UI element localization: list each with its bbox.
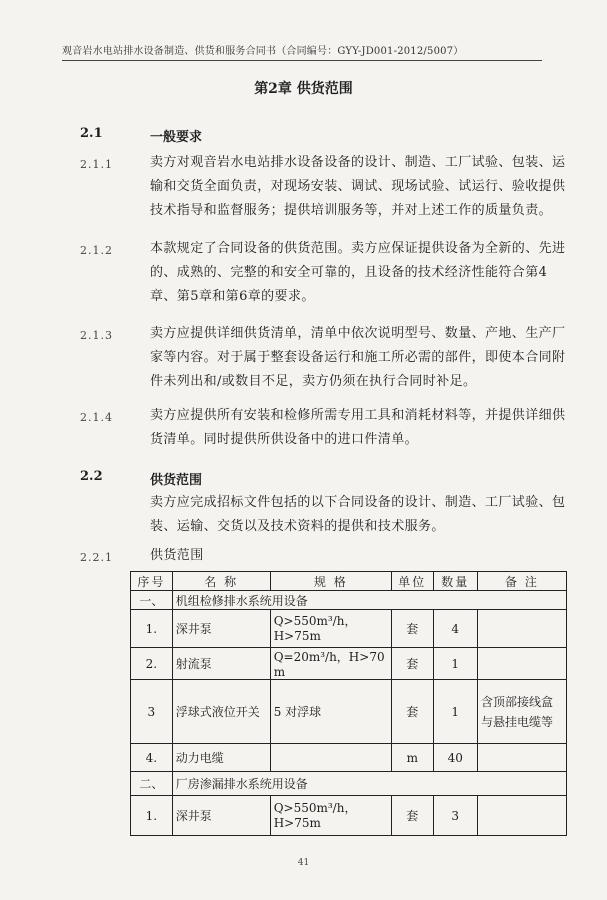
item-quantity: 1	[433, 648, 477, 680]
page-number: 41	[297, 858, 310, 868]
item-name: 动力电缆	[172, 744, 270, 772]
item-unit: 套	[391, 610, 433, 648]
row-number: 1.	[131, 796, 173, 836]
item-name: 深井泵	[172, 796, 270, 836]
clause-number: 2.1.1	[80, 158, 113, 171]
item-spec: 5 对浮球	[270, 680, 391, 744]
item-note	[477, 744, 566, 772]
item-spec: Q>550m³/h，H>75m	[270, 796, 391, 836]
clause-number: 2.1.2	[80, 244, 113, 257]
table-row	[131, 648, 567, 680]
item-unit: 套	[391, 680, 433, 744]
item-note	[477, 796, 566, 836]
item-quantity: 1	[433, 680, 477, 744]
table-row	[131, 796, 567, 836]
item-quantity: 40	[433, 744, 477, 772]
row-number: 4.	[131, 744, 173, 772]
item-name: 浮球式液位开关	[172, 680, 270, 744]
item-note	[477, 648, 566, 680]
row-number: 2.	[131, 648, 173, 680]
table-row	[131, 744, 567, 772]
row-number: 1.	[131, 610, 173, 648]
supply-scope-table	[130, 571, 567, 836]
group-number: 二、	[131, 772, 173, 796]
table-row	[131, 680, 567, 744]
item-name: 射流泵	[172, 648, 270, 680]
item-spec: Q=20m³/h，H>70 m	[270, 648, 391, 680]
document-header: 观音岩水电站排水设备制造、供货和服务合同书（合同编号：GYY-JD001-2012/5007）	[62, 42, 542, 61]
group-title: 机组检修排水系统用设备	[172, 591, 566, 610]
clause-text: 本款规定了合同设备的供货范围。卖方应保证提供设备为全新的、先进的、成熟的、完整的和安全可靠的，且设备的技术经济性能符合第4章、第5章和第6章的要求。	[150, 241, 566, 304]
clause-text: 卖方对观音岩水电站排水设备设备的设计、制造、工厂试验、包装、运输和交货全面负责，对现场安装、调试、现场试验、试运行、验收提供技术指导和监督服务；提供培训服务等，并对上述工作的质量负责。	[150, 155, 566, 218]
item-note: 含顶部接线盒与悬挂电缆等	[477, 680, 566, 744]
table-group-row	[131, 772, 567, 796]
chapter-title: 第2章 供货范围	[254, 81, 353, 97]
item-unit: 套	[391, 648, 433, 680]
column-header: 名 称	[172, 572, 270, 591]
subsection-number: 2.2.1	[80, 551, 113, 564]
item-note	[477, 610, 566, 648]
column-header: 备 注	[477, 572, 566, 591]
item-spec	[270, 744, 391, 772]
clause-number: 2.1.4	[80, 411, 113, 424]
table-header-row	[131, 572, 567, 591]
item-quantity: 3	[433, 796, 477, 836]
table-row	[131, 610, 567, 648]
subsection-title: 供货范围	[150, 548, 204, 563]
section-title: 一般要求	[150, 130, 203, 145]
item-name: 深井泵	[172, 610, 270, 648]
section-title: 供货范围	[150, 473, 203, 488]
clause-text: 卖方应提供详细供货清单，清单中依次说明型号、数量、产地、生产厂家等内容。对于属于整套设备运行和施工所必需的部件，即使本合同附件未列出和/或数目不足，卖方仍须在执行合同时补足。	[150, 326, 566, 389]
table-group-row	[131, 591, 567, 610]
row-number: 3	[131, 680, 173, 744]
section-intro: 卖方应完成招标文件包括的以下合同设备的设计、制造、工厂试验、包装、运输、交货以及技术资料的提供和技术服务。	[150, 495, 566, 534]
item-spec: Q>550m³/h，H>75m	[270, 610, 391, 648]
section-number: 2.2	[80, 469, 103, 484]
column-header: 单位	[391, 572, 433, 591]
column-header: 序号	[131, 572, 173, 591]
clause-text: 卖方应提供所有安装和检修所需专用工具和消耗材料等，并提供详细供货清单。同时提供所供设备中的进口件清单。	[150, 408, 566, 447]
item-quantity: 4	[433, 610, 477, 648]
item-unit: m	[391, 744, 433, 772]
section-number: 2.1	[80, 126, 103, 141]
column-header: 规 格	[270, 572, 391, 591]
group-number: 一、	[131, 591, 173, 610]
clause-number: 2.1.3	[80, 329, 113, 342]
column-header: 数量	[433, 572, 477, 591]
group-title: 厂房渗漏排水系统用设备	[172, 772, 566, 796]
item-unit: 套	[391, 796, 433, 836]
